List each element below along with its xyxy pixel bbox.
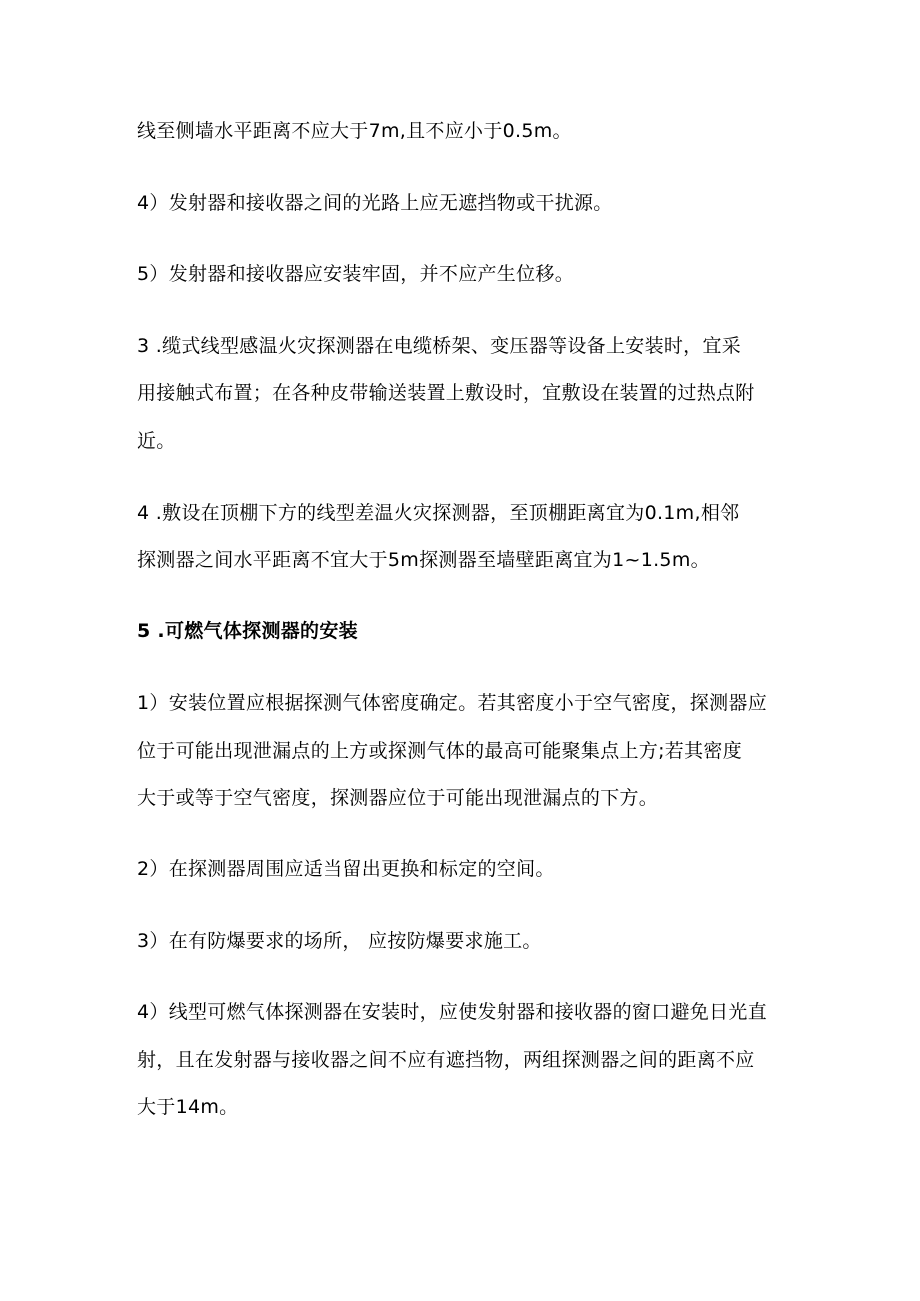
section-heading: 5 .可燃气体探测器的安装: [137, 620, 358, 642]
text-line: 1）安装位置应根据探测气体密度确定。若其密度小于空气密度，探测器应: [137, 692, 767, 714]
text-line: 大于14m。: [137, 1096, 239, 1118]
text-line: 2）在探测器周围应适当留出更换和标定的空间。: [137, 858, 555, 880]
text-line: 射，且在发射器与接收器之间不应有遮挡物，两组探测器之间的距离不应: [137, 1049, 755, 1071]
text-line: 3）在有防爆要求的场所， 应按防爆要求施工。: [137, 930, 542, 952]
text-line: 近。: [137, 430, 176, 452]
text-line: 大于或等于空气密度，探测器应位于可能出现泄漏点的下方。: [137, 787, 659, 809]
text-line: 4 .敷设在顶棚下方的线型差温火灾探测器，至顶棚距离宜为0.1m,相邻: [137, 502, 740, 524]
text-line: 5）发射器和接收器应安装牢固，并不应产生位移。: [137, 263, 574, 285]
text-line: 位于可能出现泄漏点的上方或探测气体的最高可能聚集点上方;若其密度: [137, 740, 743, 762]
text-line: 线至侧墙水平距离不应大于7m,且不应小于0.5m。: [137, 120, 572, 142]
text-line: 探测器之间水平距离不宜大于5m探测器至墙壁距离宜为1~1.5m。: [137, 549, 710, 571]
text-line: 4）发射器和接收器之间的光路上应无遮挡物或干扰源。: [137, 192, 613, 214]
text-line: 3 .缆式线型感温火灾探测器在电缆桥架、变压器等设备上安装时，宜采: [137, 335, 742, 357]
text-line: 4）线型可燃气体探测器在安装时，应使发射器和接收器的窗口避免日光直: [137, 1001, 767, 1023]
text-line: 用接触式布置；在各种皮带输送装置上敷设时，宜敷设在装置的过热点附: [137, 382, 755, 404]
